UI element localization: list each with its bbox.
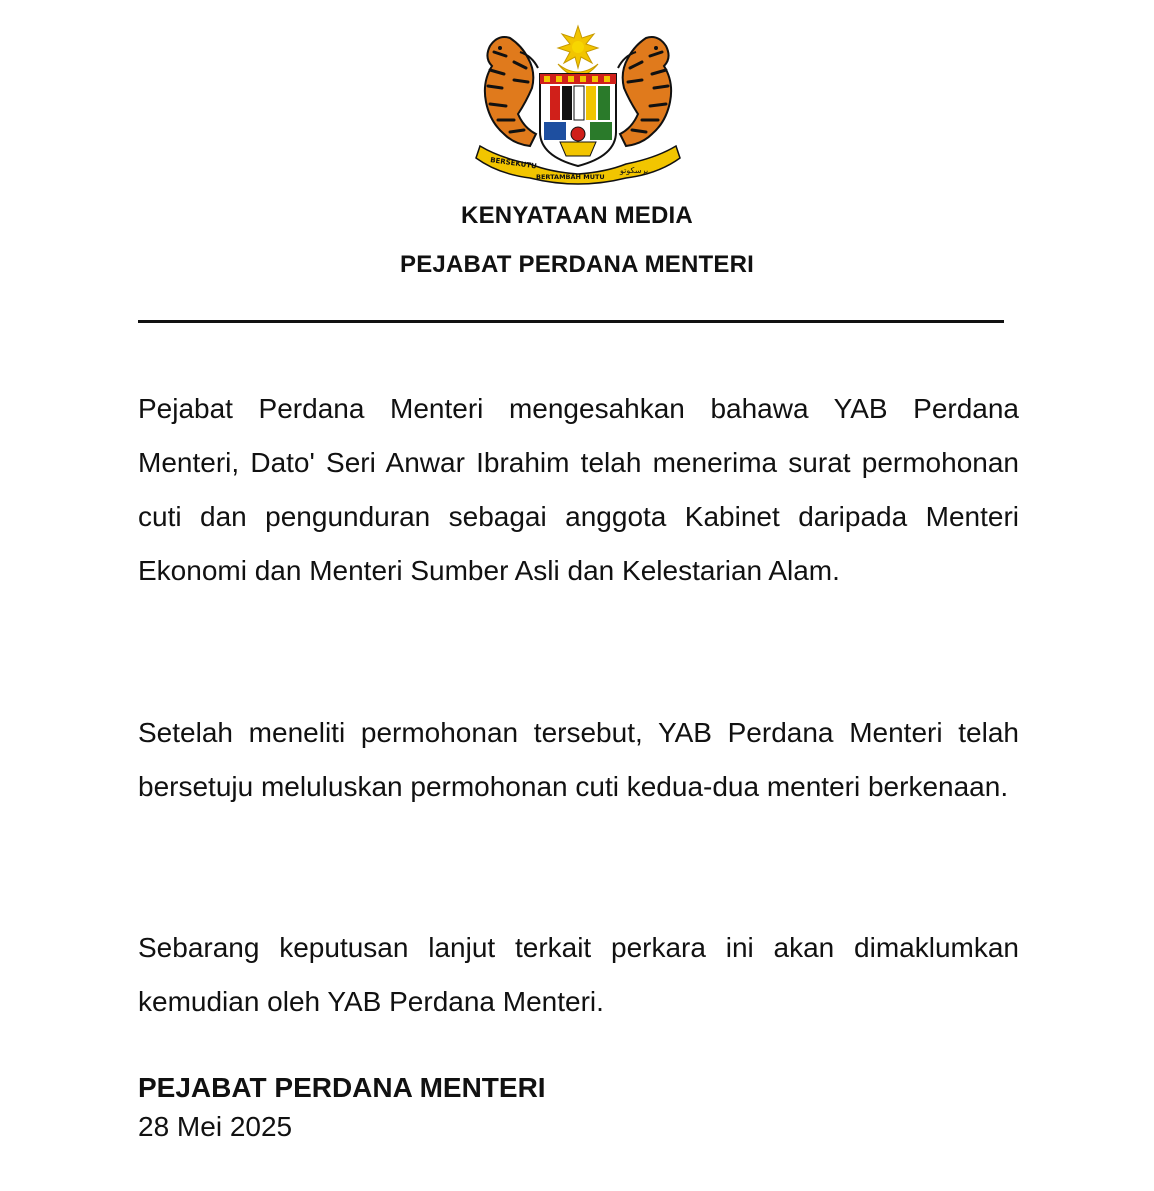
header-divider [138,320,1004,323]
motto-bottom-text: BERTAMBAH MUTU [536,173,605,181]
jawi-motto-glyph: ﺑﺮﺳﻜﻮﺗﻮ [620,166,649,175]
motto-left-text: BERSEKUTU [489,156,538,171]
federal-star-icon [558,26,598,68]
signature-date: 28 Mei 2025 [138,1111,293,1142]
right-tiger-icon [618,37,671,146]
signature-organization: PEJABAT PERDANA MENTERI [138,1072,546,1103]
paragraph-3: Sebarang keputusan lanjut terkait perkara ini akan dimaklumkan kemudian oleh YAB Perdana Menteri. [138,932,1019,1017]
shield-icon [540,74,616,166]
statement-type-heading: KENYATAAN MEDIA [461,202,693,229]
paragraph-1: Pejabat Perdana Menteri mengesahkan bahawa YAB Perdana Menteri, Dato' Seri Anwar Ibrahim telah menerima surat permohonan cuti dan pengunduran sebagai anggota Kabinet daripada Menteri Ekonomi dan Menteri Sumber Asli dan Kelestarian Alam. [138,393,1019,586]
issuing-office-heading: PEJABAT PERDANA MENTERI [400,251,754,278]
paragraph-2: Setelah meneliti permohonan tersebut, YAB Perdana Menteri telah bersetuju meluluskan permohonan cuti kedua-dua menteri berkenaan. [138,717,1019,802]
left-tiger-icon [485,37,538,146]
malaysia-coat-of-arms-icon [470,22,686,188]
